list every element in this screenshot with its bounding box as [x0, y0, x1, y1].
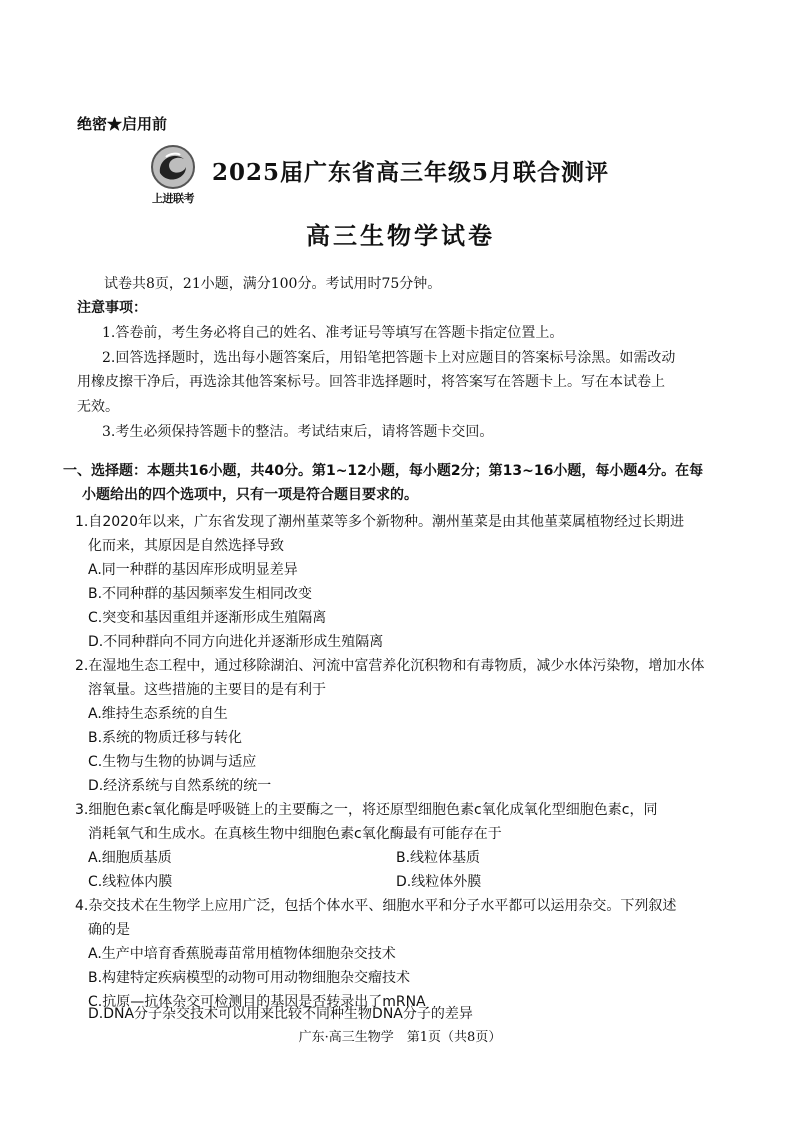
question-2-option-b: B.系统的物质迁移与转化 [88, 730, 243, 746]
question-2-option-d: D.经济系统与自然系统的统一 [88, 778, 272, 794]
question-2-option-a: A.维持生态系统的自生 [88, 706, 228, 722]
section-heading-cont: 小题给出的四个选项中，只有一项是符合题目要求的。 [82, 487, 418, 503]
question-4-stem: 4.杂交技术在生物学上应用广泛，包括个体水平、细胞水平和分子水平都可以运用杂交。下列叙述 [75, 898, 677, 914]
confidential-label: 绝密★启用前 [77, 115, 168, 133]
logo-text: 上进联考 [152, 192, 194, 205]
question-1-option-c: C.突变和基因重组并逐渐形成生殖隔离 [88, 610, 327, 626]
notice-heading: 注意事项： [77, 300, 147, 316]
question-3-option-d: D.线粒体外膜 [396, 874, 482, 890]
question-2-option-c: C.生物与生物的协调与适应 [88, 754, 257, 770]
question-3-stem-cont: 消耗氧气和生成水。在真核生物中细胞色素c氧化酶最有可能存在于 [88, 826, 502, 842]
exam-title: 2025届广东省高三年级5月联合测评 [212, 159, 610, 186]
question-1-option-a: A.同一种群的基因库形成明显差异 [88, 562, 298, 578]
notice-item-3: 3.考生必须保持答题卡的整洁。考试结束后，请将答题卡交回。 [102, 424, 494, 440]
question-1-option-d: D.不同种群向不同方向进化并逐渐形成生殖隔离 [88, 634, 384, 650]
question-3-option-a: A.细胞质基质 [88, 850, 172, 866]
question-4-option-d: D.DNA分子杂交技术可以用来比较不同种生物DNA分子的差异 [88, 1006, 473, 1022]
section-heading: 一、选择题：本题共16小题，共40分。第1~12小题，每小题2分；第13~16小题，每小题4分。在每 [63, 463, 704, 479]
question-2-stem-cont: 溶氧量。这些措施的主要目的是有利于 [88, 682, 326, 698]
notice-item-2: 2.回答选择题时，选出每小题答案后，用铅笔把答题卡上对应题目的答案标号涂黑。如需改动 [102, 350, 676, 366]
notice-item-1: 1.答卷前，考生务必将自己的姓名、准考证号等填写在答题卡指定位置上。 [102, 325, 564, 341]
question-2-stem: 2.在湿地生态工程中，通过移除湖泊、河流中富营养化沉积物和有毒物质，减少水体污染物，增加水体 [75, 658, 705, 674]
question-4-stem-cont: 确的是 [88, 922, 130, 938]
question-4-option-a: A.生产中培育香蕉脱毒苗常用植物体细胞杂交技术 [88, 946, 396, 962]
subject-title: 高三生物学试卷 [306, 222, 495, 250]
notice-item-2-end: 无效。 [77, 399, 119, 415]
question-1-option-b: B.不同种群的基因频率发生相同改变 [88, 586, 313, 602]
notice-item-2-cont: 用橡皮擦干净后，再选涂其他答案标号。回答非选择题时，将答案写在答题卡上。写在本试卷上 [77, 374, 665, 390]
exam-logo [144, 143, 202, 209]
page-footer: 广东·高三生物学 第1页（共8页） [298, 1030, 502, 1045]
question-3-stem: 3.细胞色素c氧化酶是呼吸链上的主要酶之一，将还原型细胞色素c氧化成氧化型细胞色素c，同 [75, 802, 658, 818]
question-1-stem-cont: 化而来，其原因是自然选择导致 [88, 538, 284, 554]
question-4-option-b: B.构建特定疾病模型的动物可用动物细胞杂交瘤技术 [88, 970, 411, 986]
exam-info: 试卷共8页，21小题，满分100分。考试用时75分钟。 [104, 276, 442, 292]
logo-swirl-icon [144, 143, 202, 191]
question-3-option-b: B.线粒体基质 [396, 850, 481, 866]
question-3-option-c: C.线粒体内膜 [88, 874, 173, 890]
question-4-option-c: C.抗原—抗体杂交可检测目的基因是否转录出了mRNA [88, 994, 426, 1010]
question-1-stem: 1.自2020年以来，广东省发现了潮州堇菜等多个新物种。潮州堇菜是由其他堇菜属植物经过长期进 [75, 514, 684, 530]
